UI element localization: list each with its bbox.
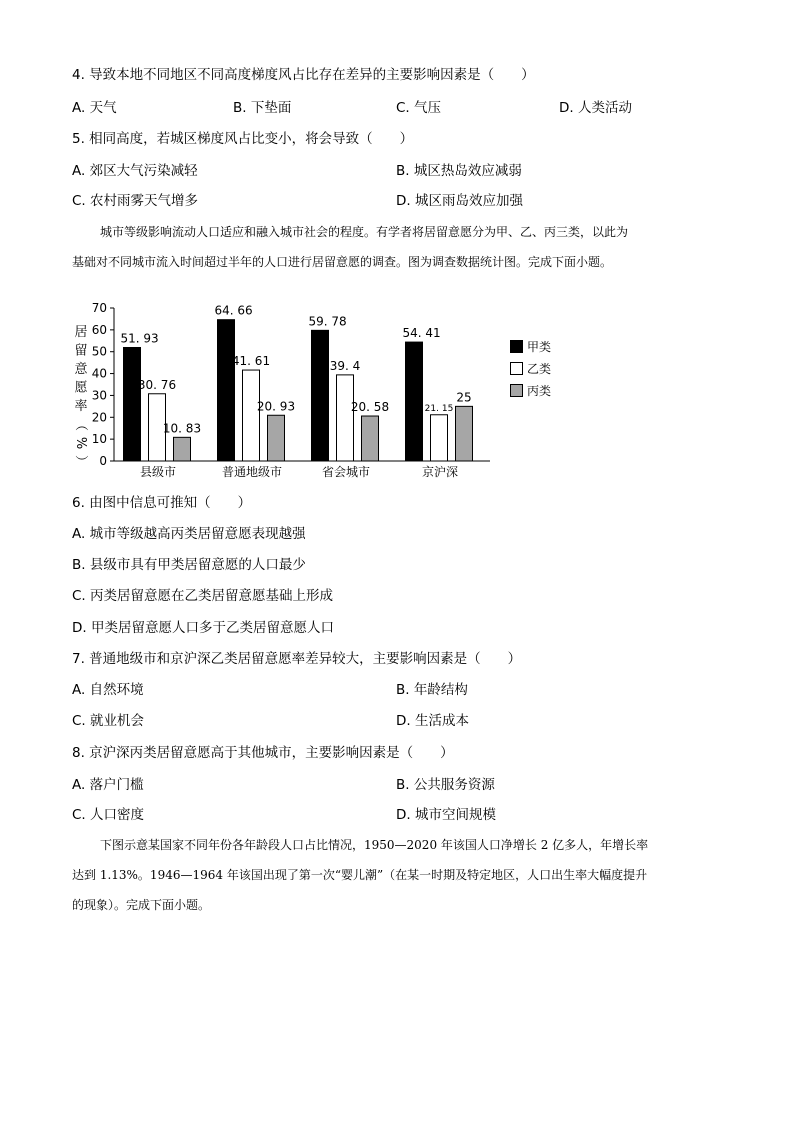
question-4-option-b[interactable]: B. 下垫面 bbox=[233, 100, 292, 116]
data-label: 20. 58 bbox=[350, 400, 390, 415]
data-label: 21. 15 bbox=[424, 403, 454, 414]
question-6-option-a[interactable]: A. 城市等级越高丙类居留意愿表现越强 bbox=[72, 526, 306, 542]
question-5-option-d[interactable]: D. 城区雨岛效应加强 bbox=[396, 193, 523, 209]
legend-label-yi: 乙类 bbox=[527, 362, 552, 376]
question-4-option-a[interactable]: A. 天气 bbox=[72, 100, 117, 116]
x-tick-label: 京沪深 bbox=[421, 465, 459, 479]
question-8-option-a[interactable]: A. 落户门槛 bbox=[72, 777, 144, 793]
question-7-option-d[interactable]: D. 生活成本 bbox=[396, 713, 469, 729]
data-label: 10. 83 bbox=[162, 421, 202, 436]
bar bbox=[312, 330, 329, 461]
question-7-stem: 7. 普通地级市和京沪深乙类居留意愿率差异较大，主要影响因素是（ ） bbox=[72, 651, 522, 667]
bar bbox=[218, 320, 235, 461]
legend-label-jia: 甲类 bbox=[527, 340, 552, 354]
y-axis-label-char: 率 bbox=[74, 399, 88, 414]
y-axis-label-char: （ bbox=[73, 417, 88, 432]
y-tick-label: 70 bbox=[91, 301, 107, 315]
residence-intention-bar-chart bbox=[70, 298, 500, 483]
intro-paragraph-2 bbox=[72, 830, 724, 920]
bar bbox=[362, 416, 379, 461]
data-label: 54. 41 bbox=[402, 326, 441, 341]
bar bbox=[406, 342, 423, 461]
y-tick-label: 10 bbox=[91, 432, 107, 447]
y-tick-label: 30 bbox=[91, 388, 107, 403]
y-tick-label: 40 bbox=[91, 366, 107, 381]
bar bbox=[268, 415, 285, 461]
y-axis-label-char: % bbox=[73, 436, 88, 450]
question-7-option-c[interactable]: C. 就业机会 bbox=[72, 713, 145, 729]
data-label: 20. 93 bbox=[256, 399, 296, 414]
y-tick-label: 20 bbox=[91, 410, 107, 425]
y-tick-label: 0 bbox=[99, 454, 107, 468]
data-label: 30. 76 bbox=[137, 377, 177, 392]
y-axis-label-char: ） bbox=[73, 454, 88, 469]
question-8-option-b[interactable]: B. 公共服务资源 bbox=[396, 777, 495, 793]
legend-item-jia bbox=[510, 338, 570, 356]
y-tick-label: 60 bbox=[91, 322, 107, 337]
legend-item-bing bbox=[510, 382, 570, 400]
x-tick-label: 普通地级市 bbox=[221, 465, 283, 479]
bar bbox=[456, 406, 473, 461]
y-tick-label: 50 bbox=[91, 344, 107, 359]
legend-label-bing: 丙类 bbox=[527, 384, 552, 398]
question-8-option-d[interactable]: D. 城市空间规模 bbox=[396, 807, 496, 823]
y-axis-label-char: 意 bbox=[74, 362, 88, 377]
x-tick-label: 省会城市 bbox=[321, 465, 371, 479]
bar bbox=[174, 437, 191, 461]
data-label: 51. 93 bbox=[120, 331, 159, 346]
question-8-stem: 8. 京沪深丙类居留意愿高于其他城市，主要影响因素是（ ） bbox=[72, 745, 454, 761]
question-5-stem: 5. 相同高度，若城区梯度风占比变小，将会导致（ ） bbox=[72, 131, 414, 147]
question-4-option-c[interactable]: C. 气压 bbox=[396, 100, 442, 116]
data-label: 64. 66 bbox=[214, 303, 253, 318]
y-axis-label-char: 留 bbox=[74, 343, 88, 359]
data-label: 41. 61 bbox=[231, 354, 271, 369]
y-axis-label-char: 愿 bbox=[74, 380, 88, 396]
bar bbox=[124, 347, 141, 461]
intro-1-line-2: 基础对不同城市流入时间超过半年的人口进行居留意愿的调查。图为调查数据统计图。完成下面小题。 bbox=[72, 255, 613, 269]
intro-1-line-1: 城市等级影响流动人口适应和融入城市社会的程度。有学者将居留意愿分为甲、乙、丙三类，以此为 bbox=[100, 225, 629, 239]
intro-2-line-3: 的现象）。完成下面小题。 bbox=[72, 898, 211, 912]
question-5-option-b[interactable]: B. 城区热岛效应减弱 bbox=[396, 163, 522, 179]
intro-2-line-1: 下图示意某国家不同年份各年龄段人口占比情况，1950—2020 年该国人口净增长 2 亿多人，年增长率 bbox=[100, 838, 649, 852]
legend-swatch-jia bbox=[510, 340, 523, 353]
data-label: 25 bbox=[456, 390, 472, 405]
data-label: 59. 78 bbox=[308, 314, 347, 329]
y-axis-label-char: 居 bbox=[74, 325, 88, 340]
legend-item-yi bbox=[510, 360, 570, 378]
intro-2-line-2: 达到 1.13%。1946—1964 年该国出现了第一次“婴儿潮”（在某一时期及特定地区，人口出生率大幅度提升 bbox=[72, 868, 648, 882]
question-6-option-c[interactable]: C. 丙类居留意愿在乙类居留意愿基础上形成 bbox=[72, 588, 334, 604]
intro-paragraph-1 bbox=[72, 217, 724, 277]
question-8-option-c[interactable]: C. 人口密度 bbox=[72, 807, 145, 823]
bar bbox=[243, 370, 260, 461]
legend-swatch-yi bbox=[510, 362, 523, 375]
bar bbox=[337, 375, 354, 461]
question-5-option-c[interactable]: C. 农村雨雾天气增多 bbox=[72, 193, 199, 209]
question-7-option-b[interactable]: B. 年龄结构 bbox=[396, 682, 468, 698]
question-6-option-b[interactable]: B. 县级市具有甲类居留意愿的人口最少 bbox=[72, 557, 306, 573]
question-6-stem: 6. 由图中信息可推知（ ） bbox=[72, 495, 252, 511]
question-7-option-a[interactable]: A. 自然环境 bbox=[72, 682, 144, 698]
question-5-option-a[interactable]: A. 郊区大气污染减轻 bbox=[72, 163, 198, 179]
data-label: 39. 4 bbox=[329, 358, 361, 373]
bar bbox=[431, 415, 448, 461]
legend-swatch-bing bbox=[510, 384, 523, 397]
question-4-option-d[interactable]: D. 人类活动 bbox=[559, 100, 632, 116]
question-6-option-d[interactable]: D. 甲类居留意愿人口多于乙类居留意愿人口 bbox=[72, 620, 334, 636]
x-tick-label: 县级市 bbox=[139, 465, 177, 479]
question-4-stem: 4. 导致本地不同地区不同高度梯度风占比存在差异的主要影响因素是（ ） bbox=[72, 67, 535, 83]
